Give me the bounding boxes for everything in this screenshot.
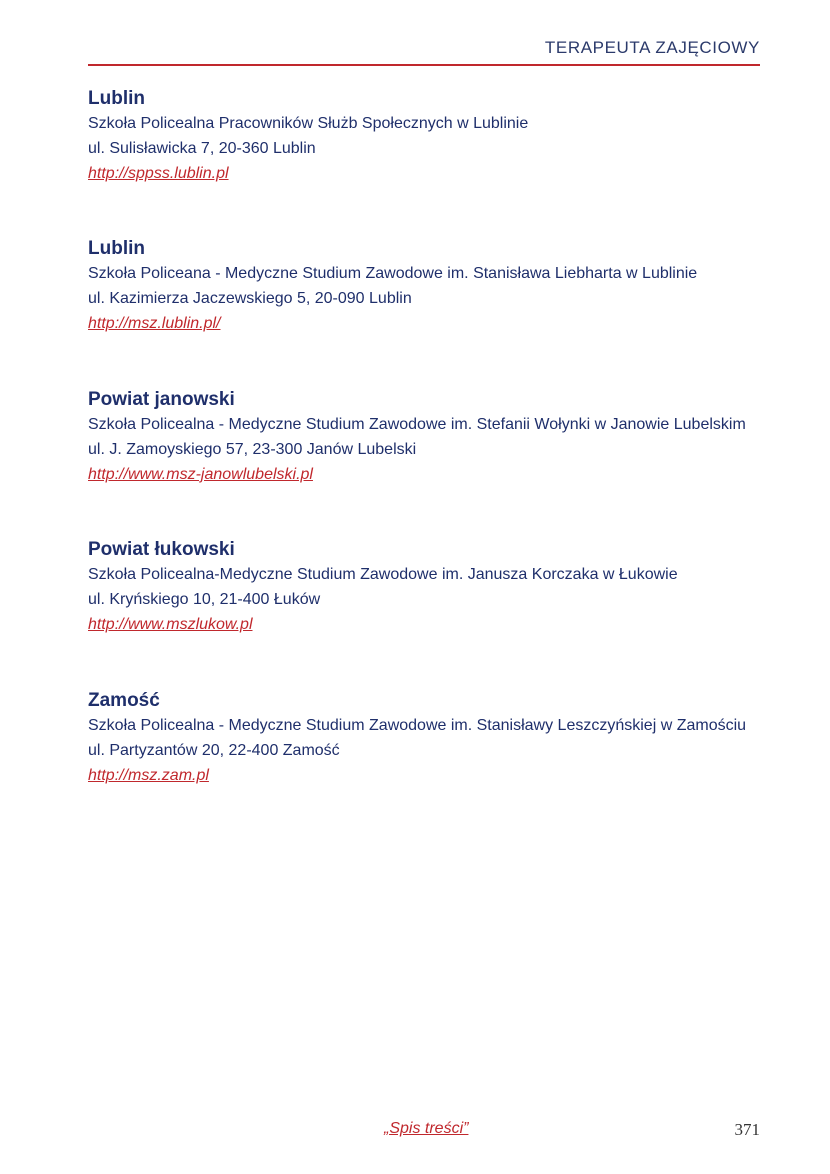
entry-url-link[interactable]: http://www.mszlukow.pl [88,616,253,633]
school-entry [88,537,788,637]
school-entry [88,86,788,186]
table-of-contents-link[interactable]: „Spis treści” [384,1120,469,1137]
school-entry [88,387,788,487]
entry-school: Szkoła Policealna - Medyczne Studium Zawodowe im. Stefanii Wołynki w Janowie Lubelskim [88,416,746,433]
entry-region: Powiat łukowski [88,539,235,560]
entry-address: ul. Sulisławicka 7, 20-360 Lublin [88,140,316,157]
entry-school: Szkoła Policealna - Medyczne Studium Zawodowe im. Stanisławy Leszczyńskiej w Zamościu [88,717,747,734]
entry-region: Lublin [88,238,145,259]
running-header: TERAPEUTA ZAJĘCIOWY [544,38,760,57]
entry-region: Zamość [88,690,160,711]
entry-address: ul. Partyzantów 20, 22-400 Zamość [88,742,340,759]
entry-url-link[interactable]: http://msz.lublin.pl/ [88,315,221,332]
entry-region: Lublin [88,88,145,109]
entry-school: Szkoła Policeana - Medyczne Studium Zawodowe im. Stanisława Liebharta w Lublinie [88,265,698,282]
school-entry [88,236,788,336]
entry-address: ul. J. Zamoyskiego 57, 23-300 Janów Lubelski [88,441,417,458]
entry-url-link[interactable]: http://msz.zam.pl [88,767,209,784]
entry-address: ul. Kryńskiego 10, 21-400 Łuków [88,591,321,608]
page-number: 371 [734,1120,760,1139]
entry-region: Powiat janowski [88,389,235,410]
entry-url-link[interactable]: http://sppss.lublin.pl [88,165,229,182]
entry-school: Szkoła Policealna-Medyczne Studium Zawodowe im. Janusza Korczaka w Łukowie [88,566,678,583]
entry-url-link[interactable]: http://www.msz-janowlubelski.pl [88,466,313,483]
entry-address: ul. Kazimierza Jaczewskiego 5, 20-090 Lublin [88,290,412,307]
entry-school: Szkoła Policealna Pracowników Służb Społecznych w Lublinie [88,115,529,132]
header-divider [88,64,760,66]
school-entry [88,688,788,788]
